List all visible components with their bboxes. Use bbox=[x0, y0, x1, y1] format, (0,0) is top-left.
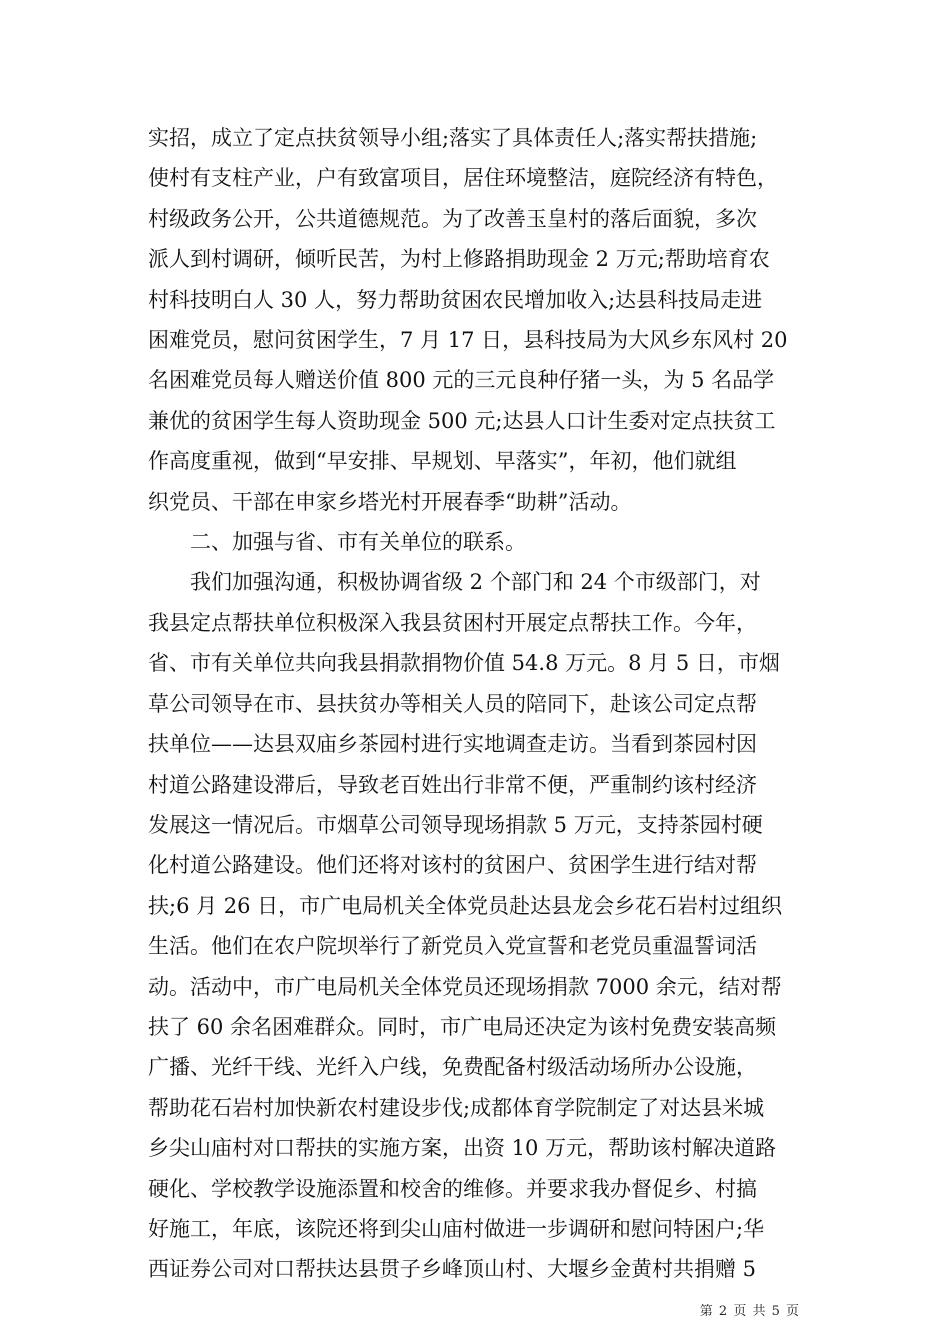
text-line: 兼优的贫困学生每人资助现金 500 元;达县人口计生委对定点扶贫工 bbox=[148, 408, 776, 433]
text-line: 好施工，年底，该院还将到尖山庙村做进一步调研和慰问特困户;华 bbox=[148, 1216, 765, 1241]
document-body bbox=[148, 118, 818, 1290]
text-line: 作高度重视，做到“早安排、早规划、早落实”，年初，他们就组 bbox=[148, 449, 737, 474]
text-line: 实招，成立了定点扶贫领导小组;落实了具体责任人;落实帮扶措施; bbox=[148, 126, 758, 150]
text-line: 乡尖山庙村对口帮扶的实施方案，出资 10 万元，帮助该村解决道路 bbox=[148, 1136, 777, 1161]
text-line: 动。活动中，市广电局机关全体党员还现场捐款 7000 余元，结对帮 bbox=[148, 974, 782, 999]
text-line: 生活。他们在农户院坝举行了新党员入党宣誓和老党员重温誓词活 bbox=[148, 934, 757, 959]
text-line: 村级政务公开，公共道德规范。为了改善玉皇村的落后面貌，多次 bbox=[148, 206, 757, 231]
text-line: 扶单位——达县双庙乡茶园村进行实地调查走访。当看到茶园村因 bbox=[148, 732, 757, 757]
text-line: 困难党员，慰问贫困学生，7 月 17 日，县科技局为大风乡东风村 20 bbox=[148, 328, 788, 353]
text-line: 帮助花石岩村加快新农村建设步伐;成都体育学院制定了对达县米城 bbox=[148, 1095, 765, 1120]
text-line: 省、市有关单位共向我县捐款捐物价值 54.8 万元。8 月 5 日，市烟 bbox=[148, 651, 780, 676]
text-line: 发展这一情况后。市烟草公司领导现场捐款 5 万元，支持茶园村硬 bbox=[148, 812, 763, 837]
text-line: 扶;6 月 26 日，市广电局机关全体党员赴达县龙会乡花石岩村过组织 bbox=[148, 893, 783, 918]
text-line: 西证券公司对口帮扶达县贯子乡峰顶山村、大堰乡金黄村共捐赠 5 bbox=[148, 1257, 757, 1282]
text-line: 村道公路建设滞后，导致老百姓出行非常不便，严重制约该村经济 bbox=[148, 772, 757, 797]
text-line: 织党员、干部在申家乡塔光村开展春季“助耕”活动。 bbox=[148, 489, 632, 514]
text-line: 我县定点帮扶单位积极深入我县贫困村开展定点帮扶工作。今年， bbox=[148, 610, 757, 635]
text-line: 使村有支柱产业，户有致富项目，居住环境整洁，庭院经济有特色， bbox=[148, 166, 778, 191]
text-line: 化村道公路建设。他们还将对该村的贫困户、贫困学生进行结对帮 bbox=[148, 853, 757, 878]
page-number: 第 2 页 共 5 页 bbox=[699, 1304, 800, 1319]
text-line: 二、加强与省、市有关单位的联系。 bbox=[148, 530, 526, 555]
text-line: 扶了 60 余名困难群众。同时，市广电局还决定为该村免费安装高频 bbox=[148, 1014, 777, 1039]
text-line: 村科技明白人 30 人，努力帮助贫困农民增加收入;达县科技局走进 bbox=[148, 287, 763, 312]
text-line: 硬化、学校教学设施添置和校舍的维修。并要求我办督促乡、村搞 bbox=[148, 1176, 757, 1201]
text-line: 广播、光纤干线、光纤入户线，免费配备村级活动场所办公设施， bbox=[148, 1055, 757, 1080]
text-line: 派人到村调研，倾听民苦，为村上修路捐助现金 2 万元;帮助培育农 bbox=[148, 247, 770, 272]
text-line: 我们加强沟通，积极协调省级 2 个部门和 24 个市级部门，对 bbox=[148, 570, 761, 595]
text-line: 草公司领导在市、县扶贫办等相关人员的陪同下，赴该公司定点帮 bbox=[148, 691, 757, 716]
text-line: 名困难党员每人赠送价值 800 元的三元良种仔猪一头，为 5 名品学 bbox=[148, 368, 775, 393]
